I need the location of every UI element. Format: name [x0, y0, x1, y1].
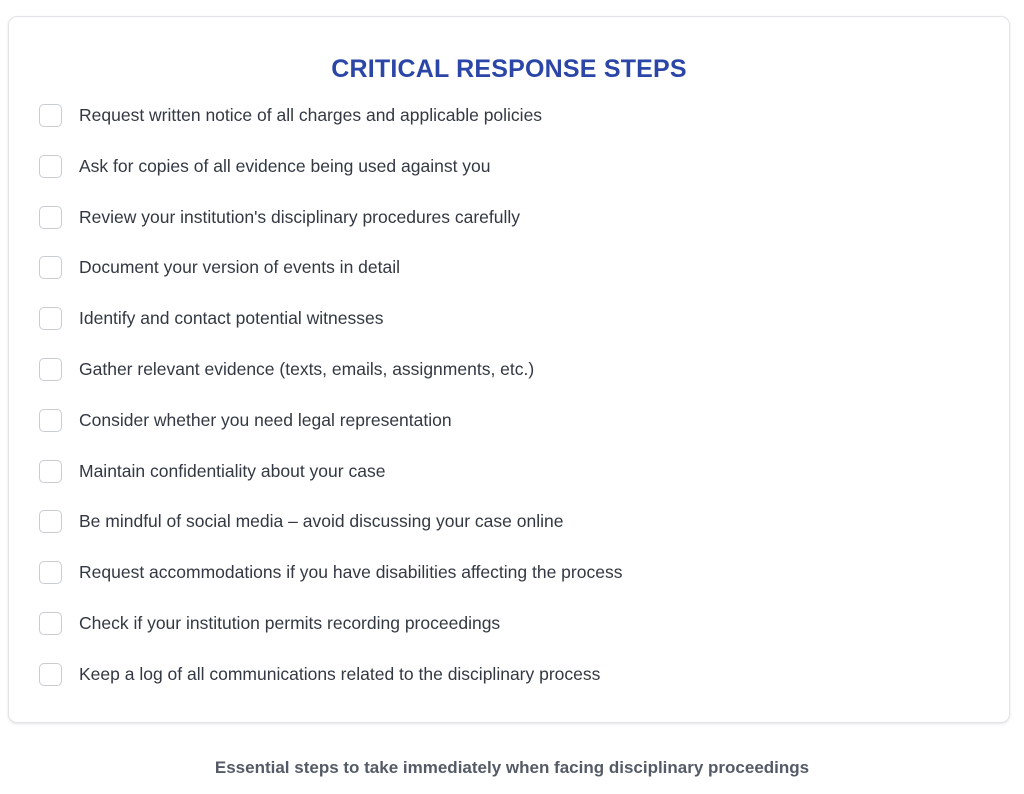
checklist-item-label: Request written notice of all charges and applicable policies [79, 105, 543, 125]
checklist-item-label: Request accommodations if you have disabilities affecting the process [79, 562, 623, 583]
checklist-item-label: Keep a log of all communications related to the disciplinary process [79, 663, 601, 684]
checklist-item [39, 663, 979, 714]
checklist [39, 104, 979, 714]
checkbox[interactable] [39, 358, 62, 381]
checkbox[interactable] [39, 409, 62, 432]
checklist-item-label: Identify and contact potential witnesses [79, 308, 384, 329]
checklist-item-label: Document your version of events in detail [79, 257, 400, 278]
checklist-item [39, 561, 979, 612]
checklist-item-label: Check if your institution permits recording proceedings [79, 612, 501, 633]
checklist-item [39, 307, 979, 358]
checklist-item-label: Be mindful of social media – avoid discussing your case online [79, 511, 564, 532]
checklist-caption: Essential steps to take immediately when facing disciplinary proceedings [214, 758, 810, 777]
checkbox[interactable] [39, 460, 62, 483]
checklist-item-label: Gather relevant evidence (texts, emails, assignments, etc.) [79, 358, 535, 379]
checklist-item [39, 358, 979, 409]
checklist-item [39, 256, 979, 307]
checkbox[interactable] [39, 206, 62, 229]
checklist-item [39, 206, 979, 257]
checkbox[interactable] [39, 155, 62, 178]
checkbox[interactable] [39, 256, 62, 279]
checkbox[interactable] [39, 307, 62, 330]
checklist-item [39, 510, 979, 561]
checklist-title: CRITICAL RESPONSE STEPS [331, 55, 687, 83]
checklist-item [39, 104, 979, 155]
checklist-item-label: Review your institution's disciplinary procedures carefully [79, 206, 521, 227]
checkbox[interactable] [39, 561, 62, 584]
checklist-item-label: Ask for copies of all evidence being used against you [79, 155, 491, 176]
checklist-item-label: Consider whether you need legal representation [79, 409, 452, 430]
checklist-item [39, 155, 979, 206]
checkbox[interactable] [39, 663, 62, 686]
checkbox[interactable] [39, 104, 62, 127]
checklist-item [39, 460, 979, 511]
checklist-item-label: Maintain confidentiality about your case [79, 460, 386, 481]
checkbox[interactable] [39, 510, 62, 533]
checklist-item [39, 612, 979, 663]
checkbox[interactable] [39, 612, 62, 635]
checklist-item [39, 409, 979, 460]
checklist-card [8, 16, 1010, 723]
